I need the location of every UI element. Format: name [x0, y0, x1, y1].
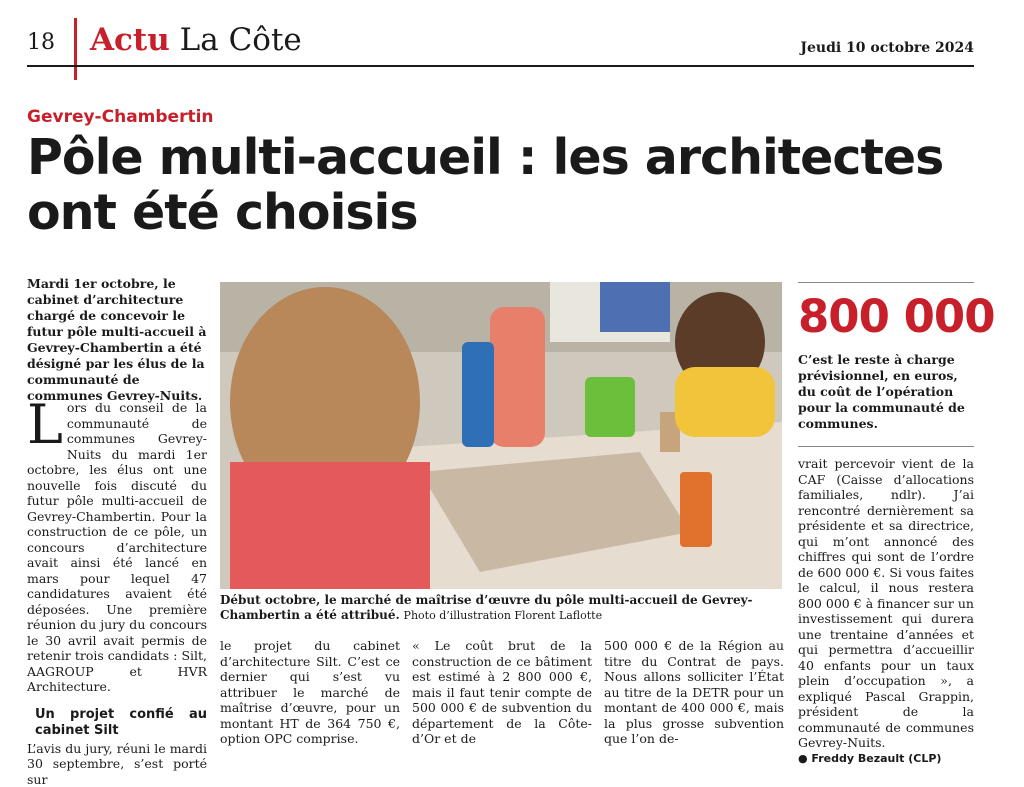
page-number: 18 [27, 30, 55, 55]
children-painting-photo [220, 282, 782, 589]
caption-text: Début octobre, le marché de maîtrise d’œuvre du pôle multi-accueil de Gevrey-Chambertin a été attribué. [220, 593, 753, 622]
article-column-1 [27, 400, 207, 787]
header-accent-bar [74, 18, 77, 80]
highlight-text: C’est le reste à charge prévisionnel, en euros, du coût de l’opération pour la communauté de communes. [798, 352, 976, 432]
section-name: La Côte [180, 22, 302, 58]
photo-credit: Photo d’illustration Florent Laflotte [404, 609, 603, 622]
column-4-text: 500 000 € de la Région au titre du Contrat de pays. Nous allons solliciter l’État au titre de la DETR pour un montant de 400 000 €, mais la plus grosse subvention que l’on de- [604, 638, 784, 747]
article-kicker: Gevrey-Chambertin [27, 107, 214, 127]
article-photo [220, 282, 782, 589]
issue-date: Jeudi 10 octobre 2024 [800, 40, 974, 56]
section-accent: Actu [90, 22, 170, 58]
photo-caption [220, 593, 780, 623]
dropcap: L [27, 402, 63, 448]
article-column-5 [798, 456, 974, 766]
header-rule [27, 65, 974, 67]
highlight-number: 800 000 [798, 290, 995, 343]
column-2-text: le projet du cabinet d’architecture Silt. C’est ce dernier qui s’est vu attribuer le marché de maîtrise d’œuvre, pour un montant HT de 364 750 €, option OPC comprise. [220, 638, 400, 747]
section-title [90, 22, 302, 58]
article-column-4 [604, 638, 784, 747]
column-1-text: ors du conseil de la communauté de communes Gevrey-Nuits du mardi 1er octobre, les élus ont une nouvelle fois discuté du futur pôle multi-accueil de Gevrey-Chambertin. Pour la construction de ce pôle, un concours d’architecture avait ainsi été lancé en mars pour lequel 47 candidatures avaient été déposées. Une première réunion du jury du concours le 30 avril avait permis de retenir trois candidats : Silt, AAGROUP et HVR Architecture. [27, 400, 207, 694]
highlight-rule-top [798, 282, 974, 283]
article-subhead: Un projet confié au cabinet Silt [35, 707, 207, 739]
article-headline: Pôle multi-accueil : les architectes ont été choisis [27, 130, 977, 240]
article-byline: ● Freddy Bezault (CLP) [798, 751, 974, 767]
article-chapo: Mardi 1er octobre, le cabinet d’architecture chargé de concevoir le futur pôle multi-accueil à Gevrey-Chambertin a été désigné par les élus de la communauté de communes Gevrey-Nuits. [27, 276, 207, 404]
column-1-text-2: L’avis du jury, réuni le mardi 30 septembre, s’est porté sur [27, 741, 207, 787]
column-3-text: « Le coût brut de la construction de ce bâtiment est estimé à 2 800 000 €, mais il faut tenir compte de 500 000 € de subvention du département de la Côte-d’Or et de [412, 638, 592, 747]
column-5-text: vrait percevoir vient de la CAF (Caisse d’allocations familiales, ndlr). J’ai rencontré dernièrement sa présidente et sa directrice, qui m’ont annoncé des chiffres qui sont de l’ordre de 600 000 €. Si vous faites le calcul, il nous restera 800 000 € à financer sur un investissement qui durera une trentaine d’années et qui permettra d’accueillir 40 enfants pour un taux plein d’occupation », a expliqué Pascal Grappin, président de la communauté de communes Gevrey-Nuits. [798, 456, 974, 751]
article-column-2 [220, 638, 400, 747]
article-column-3 [412, 638, 592, 747]
highlight-rule-bottom [798, 446, 974, 447]
